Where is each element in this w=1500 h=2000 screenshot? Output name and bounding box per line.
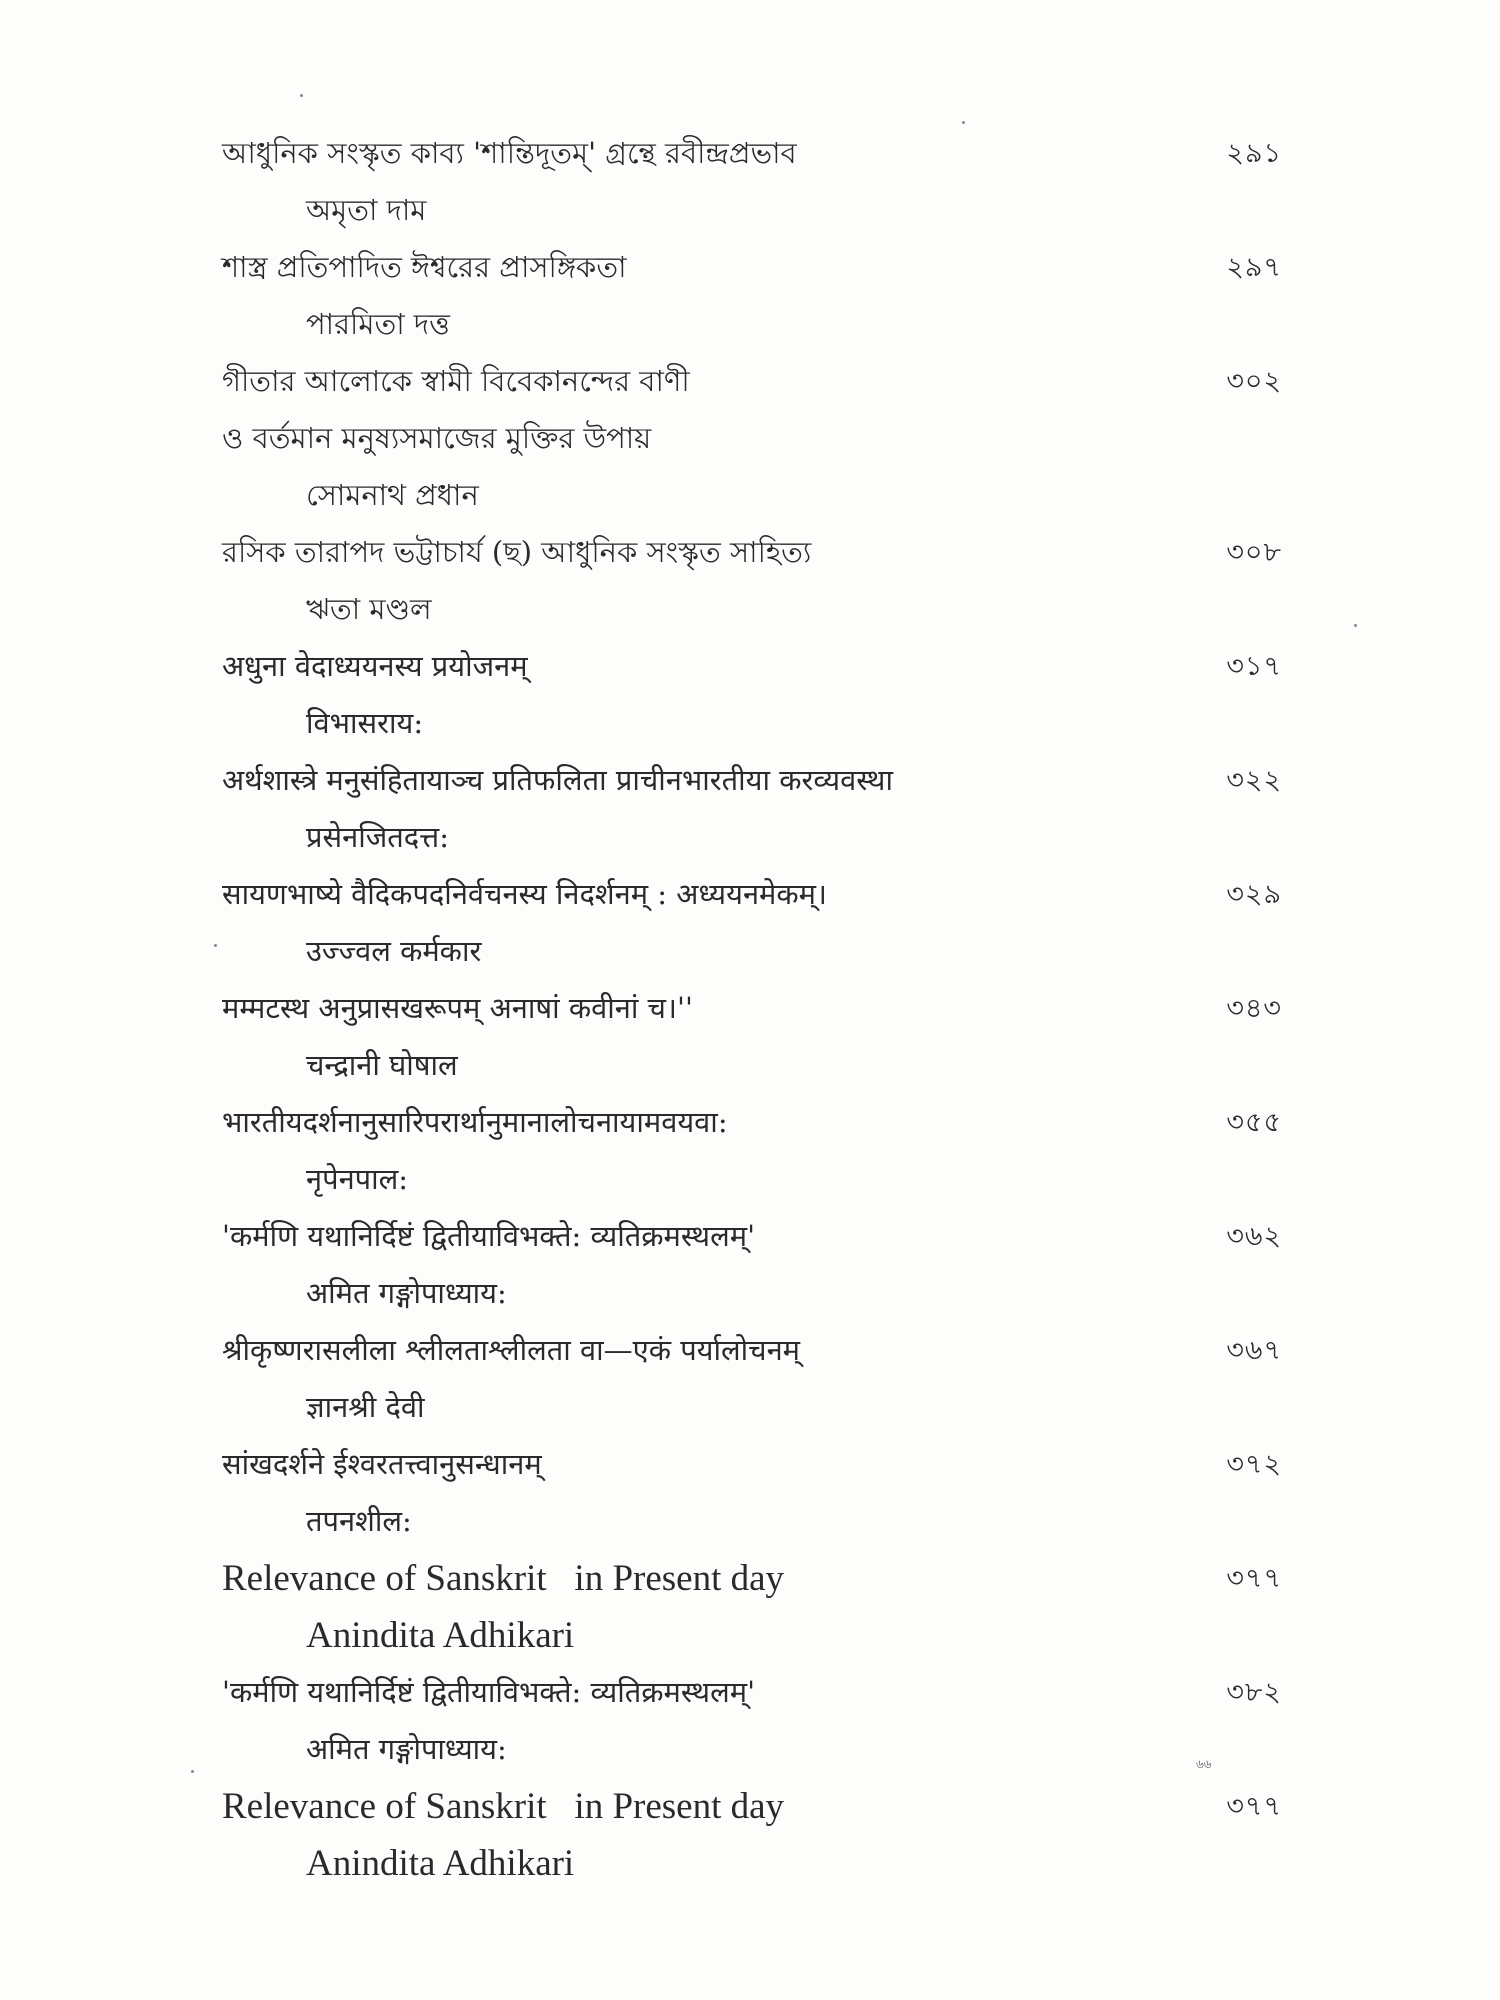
entry-title: আধুনিক সংস্কৃত কাব্য 'শান্তিদূতম্' গ্রন্থে রবীন্দ্রপ্রভাব — [222, 136, 797, 170]
scan-speck — [214, 944, 217, 947]
toc-entry[interactable] — [222, 353, 1282, 524]
scan-speck — [300, 94, 303, 97]
entry-page-number: ৩৪৩ — [1226, 993, 1282, 1024]
entry-page-number: ৩০৮ — [1226, 537, 1282, 568]
entry-page-number: ৩০২ — [1226, 366, 1282, 397]
entry-title: 'कर्मणि यथानिर्दिष्टं द्वितीयाविभक्ते: व्यतिक्रमस्थलम्' — [222, 1219, 756, 1253]
entry-author: नृपेनपाल: — [306, 1162, 409, 1196]
toc-entry[interactable] — [222, 1664, 1282, 1778]
scan-speck — [962, 121, 965, 124]
toc-entry[interactable] — [222, 1778, 1282, 1892]
entry-page-number: ৩৬২ — [1226, 1221, 1282, 1252]
toc-entry[interactable] — [222, 239, 1282, 353]
stray-mark: ৬৬ — [1196, 1757, 1212, 1771]
entry-author: तपनशील: — [306, 1504, 412, 1538]
toc-entry[interactable] — [222, 980, 1282, 1094]
toc-entry[interactable] — [222, 866, 1282, 980]
entry-author: चन्द्रानी घोषाल — [306, 1048, 458, 1082]
toc-entry[interactable] — [222, 1550, 1282, 1664]
entry-page-number: ৩৭৭ — [1226, 1563, 1282, 1594]
entry-author: उज्ज्वल कर्मकार — [306, 934, 482, 968]
entry-title: सायणभाष्ये वैदिकपदनिर्वचनस्य निदर्शनम् : अध्ययनमेकम्। — [222, 877, 827, 911]
toc-entry[interactable] — [222, 1094, 1282, 1208]
entry-author: পারমিতা দত্ত — [306, 307, 450, 341]
entry-title: রসিক তারাপদ ভট্টাচার্য (ছ) আধুনিক সংস্কৃত সাহিত্য — [222, 535, 812, 569]
entry-title: श्रीकृष्णरासलीला श्लीलताश्लीलता वा—एकं पर्यालोचनम् — [222, 1333, 801, 1367]
entry-author: विभासराय: — [306, 706, 424, 740]
entry-author: अमित गङ्गोपाध्याय: — [306, 1732, 507, 1766]
entry-title: सांखदर्शने ईश्वरतत्त्वानुसन्धानम् — [222, 1447, 542, 1481]
entry-author: अमित गङ्गोपाध्याय: — [306, 1276, 507, 1310]
entry-author: Anindita Adhikari — [306, 1615, 575, 1656]
entry-page-number: ৩৭৭ — [1226, 1791, 1282, 1822]
toc-entry[interactable] — [222, 1322, 1282, 1436]
entry-page-number: ৩৮২ — [1226, 1677, 1282, 1708]
entry-author: অমৃতা দাম — [306, 193, 427, 227]
toc-entry[interactable] — [222, 638, 1282, 752]
entry-author: ঋতা মণ্ডল — [306, 592, 432, 626]
entry-page-number: ৩৬৭ — [1226, 1335, 1282, 1366]
entry-title: मम्मटस्थ अनुप्रासखरूपम् अनाषां कवीनां च।'' — [222, 991, 693, 1025]
entry-title: Relevance of Sanskrit in Present day — [222, 1558, 785, 1599]
entry-page-number: ৩২৯ — [1226, 879, 1282, 910]
scan-speck — [191, 1770, 194, 1773]
entry-author: সোমনাথ প্রধান — [306, 478, 479, 512]
entry-author: Anindita Adhikari — [306, 1843, 575, 1884]
entry-page-number: ২৯১ — [1226, 138, 1282, 169]
scan-speck — [1354, 624, 1357, 627]
entry-author: ज्ञानश्री देवी — [306, 1390, 425, 1424]
entry-title: Relevance of Sanskrit in Present day — [222, 1786, 785, 1827]
toc-entry[interactable] — [222, 1208, 1282, 1322]
entry-title: শাস্ত্র প্রতিপাদিত ঈশ্বরের প্রাসঙ্গিকতা — [222, 250, 627, 284]
toc-entry[interactable] — [222, 524, 1282, 638]
entry-title: अधुना वेदाध्ययनस्य प्रयोजनम् — [222, 649, 528, 683]
toc-entry[interactable] — [222, 752, 1282, 866]
entry-title-continued: ও বর্তমান মনুষ্যসমাজের মুক্তির উপায় — [222, 421, 652, 455]
entry-page-number: ৩৫৫ — [1226, 1107, 1282, 1138]
entry-page-number: ৩২২ — [1226, 765, 1282, 796]
entry-page-number: ৩১৭ — [1226, 651, 1282, 682]
entry-title: भारतीयदर्शनानुसारिपरार्थानुमानालोचनायामवयवा: — [222, 1105, 728, 1139]
entry-title: अर्थशास्त्रे मनुसंहितायाञ्च प्रतिफलिता प्राचीनभारतीया करव्यवस्था — [222, 763, 893, 797]
toc-entry[interactable] — [222, 125, 1282, 239]
toc-entry[interactable] — [222, 1436, 1282, 1550]
entry-author: प्रसेनजितदत्त: — [306, 820, 449, 854]
entry-title: গীতার আলোকে স্বামী বিবেকানন্দের বাণী — [222, 364, 690, 398]
entry-page-number: ২৯৭ — [1226, 252, 1282, 283]
table-of-contents — [222, 125, 1282, 1892]
entry-page-number: ৩৭২ — [1226, 1449, 1282, 1480]
entry-title: 'कर्मणि यथानिर्दिष्टं द्वितीयाविभक्ते: व्यतिक्रमस्थलम्' — [222, 1675, 756, 1709]
